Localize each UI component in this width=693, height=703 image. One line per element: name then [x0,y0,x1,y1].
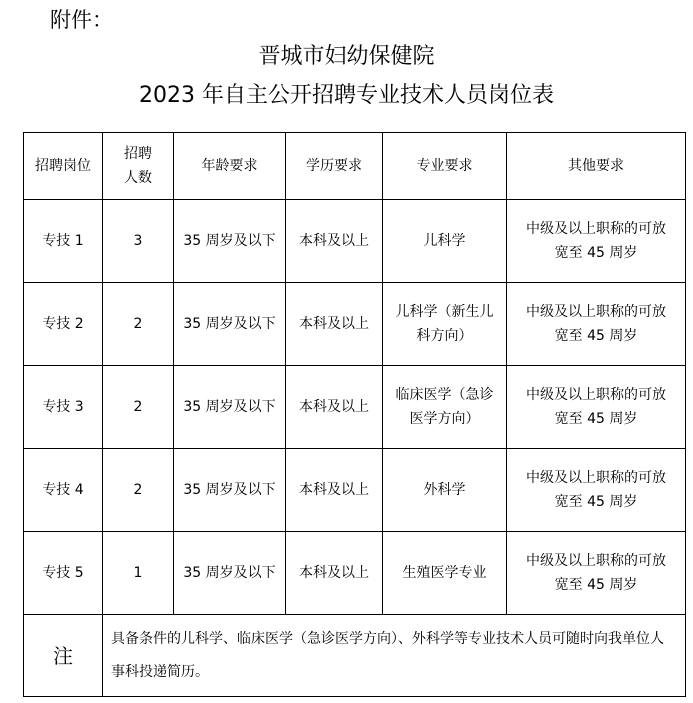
header-major: 专业要求 [383,133,507,200]
cell-post: 专技 3 [24,366,103,449]
header-age: 年龄要求 [174,133,286,200]
header-other: 其他要求 [507,133,686,200]
header-post: 招聘岗位 [24,133,103,200]
table-row [24,366,686,449]
table-header-row [24,133,686,200]
cell-post: 专技 2 [24,283,103,366]
table-row [24,449,686,532]
cell-major: 生殖医学专业 [383,532,507,615]
header-count: 招聘 人数 [103,133,174,200]
cell-age: 35 周岁及以下 [174,366,286,449]
positions-table [23,132,686,697]
cell-age: 35 周岁及以下 [174,283,286,366]
document-title: 晋城市妇幼保健院 [258,44,435,69]
cell-post: 专技 4 [24,449,103,532]
cell-count: 2 [103,283,174,366]
cell-other: 中级及以上职称的可放 宽至 45 周岁 [507,449,686,532]
cell-other: 中级及以上职称的可放 宽至 45 周岁 [507,283,686,366]
cell-count: 2 [103,449,174,532]
note-label: 注 [24,615,103,697]
cell-count: 3 [103,200,174,283]
note-row [24,615,686,697]
cell-age: 35 周岁及以下 [174,449,286,532]
cell-other: 中级及以上职称的可放 宽至 45 周岁 [507,532,686,615]
cell-major: 儿科学（新生儿 科方向） [383,283,507,366]
cell-other: 中级及以上职称的可放 宽至 45 周岁 [507,200,686,283]
document-subtitle: 2023 年自主公开招聘专业技术人员岗位表 [139,83,554,108]
cell-post: 专技 5 [24,532,103,615]
table-row [24,283,686,366]
table-row [24,200,686,283]
cell-education: 本科及以上 [286,449,383,532]
cell-major: 临床医学（急诊 医学方向） [383,366,507,449]
cell-major: 外科学 [383,449,507,532]
cell-major: 儿科学 [383,200,507,283]
table-row [24,532,686,615]
note-text: 具备条件的儿科学、临床医学（急诊医学方向）、外科学等专业技术人员可随时向我单位人事科投递简历。 [103,615,686,697]
cell-age: 35 周岁及以下 [174,200,286,283]
cell-post: 专技 1 [24,200,103,283]
cell-education: 本科及以上 [286,366,383,449]
attachment-label: 附件： [50,8,113,32]
header-education: 学历要求 [286,133,383,200]
cell-count: 1 [103,532,174,615]
cell-count: 2 [103,366,174,449]
cell-age: 35 周岁及以下 [174,532,286,615]
cell-other: 中级及以上职称的可放 宽至 45 周岁 [507,366,686,449]
cell-education: 本科及以上 [286,283,383,366]
cell-education: 本科及以上 [286,532,383,615]
cell-education: 本科及以上 [286,200,383,283]
